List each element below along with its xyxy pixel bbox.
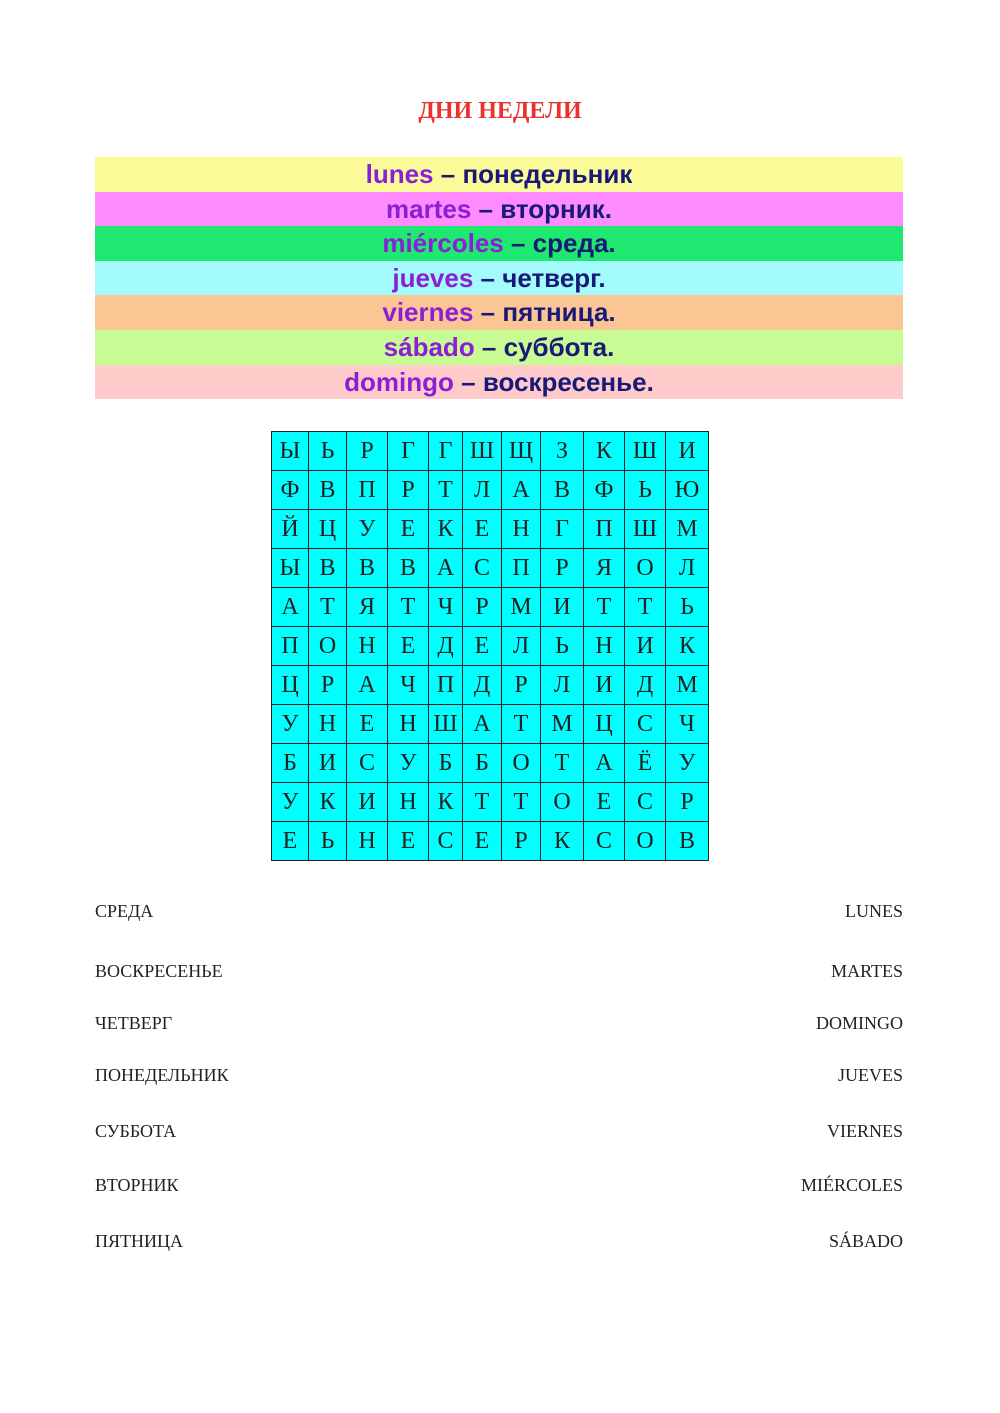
grid-cell[interactable]: Р bbox=[541, 549, 584, 588]
grid-cell[interactable]: Е bbox=[388, 822, 429, 861]
grid-cell[interactable]: У bbox=[347, 510, 388, 549]
grid-cell[interactable]: У bbox=[388, 744, 429, 783]
day-russian: воскресенье. bbox=[482, 366, 654, 397]
grid-cell[interactable]: Н bbox=[388, 783, 429, 822]
grid-cell[interactable]: Ь bbox=[666, 588, 709, 627]
grid-cell[interactable]: И bbox=[666, 432, 709, 471]
day-row bbox=[95, 295, 903, 330]
day-russian: четверг. bbox=[502, 262, 606, 293]
grid-cell[interactable]: П bbox=[502, 549, 541, 588]
grid-cell[interactable]: Я bbox=[347, 588, 388, 627]
grid-cell[interactable]: Т bbox=[502, 783, 541, 822]
grid-cell[interactable]: А bbox=[347, 666, 388, 705]
spanish-word: VIERNES bbox=[827, 1121, 903, 1141]
grid-cell[interactable]: Т bbox=[584, 588, 625, 627]
grid-cell[interactable]: Г bbox=[541, 510, 584, 549]
grid-cell[interactable]: Р bbox=[347, 432, 388, 471]
russian-word: ВТОРНИК bbox=[95, 1175, 179, 1195]
grid-cell[interactable]: Е bbox=[272, 822, 309, 861]
grid-row bbox=[272, 588, 709, 627]
russian-word: СУББОТА bbox=[95, 1121, 177, 1141]
grid-cell[interactable]: Ч bbox=[429, 588, 463, 627]
grid-cell[interactable]: А bbox=[272, 588, 309, 627]
grid-cell[interactable]: Ш bbox=[625, 510, 666, 549]
grid-cell[interactable]: В bbox=[309, 549, 347, 588]
russian-word: ВОСКРЕСЕНЬЕ bbox=[95, 961, 223, 981]
grid-cell[interactable]: Ё bbox=[625, 744, 666, 783]
day-russian: понедельник bbox=[462, 159, 633, 189]
grid-cell[interactable]: О bbox=[541, 783, 584, 822]
day-row bbox=[95, 192, 903, 227]
grid-cell[interactable]: Т bbox=[429, 471, 463, 510]
grid-cell[interactable]: Р bbox=[463, 588, 502, 627]
grid-row bbox=[272, 471, 709, 510]
day-translation-list bbox=[95, 157, 903, 399]
spanish-word: DOMINGO bbox=[816, 1013, 903, 1033]
grid-cell[interactable]: А bbox=[429, 549, 463, 588]
grid-cell[interactable]: С bbox=[584, 822, 625, 861]
grid-cell[interactable]: Р bbox=[388, 471, 429, 510]
grid-row bbox=[272, 666, 709, 705]
grid-cell[interactable]: М bbox=[541, 705, 584, 744]
grid-cell[interactable]: Р bbox=[309, 666, 347, 705]
grid-cell[interactable]: Н bbox=[347, 822, 388, 861]
grid-cell[interactable]: П bbox=[429, 666, 463, 705]
grid-cell[interactable]: К bbox=[429, 510, 463, 549]
grid-cell[interactable]: О bbox=[625, 549, 666, 588]
grid-cell[interactable]: Ю bbox=[666, 471, 709, 510]
grid-cell[interactable]: Л bbox=[541, 666, 584, 705]
grid-cell[interactable]: С bbox=[429, 822, 463, 861]
grid-cell[interactable]: У bbox=[272, 705, 309, 744]
grid-row bbox=[272, 627, 709, 666]
day-separator: – bbox=[474, 331, 504, 362]
grid-cell[interactable]: К bbox=[666, 627, 709, 666]
day-row bbox=[95, 261, 903, 296]
day-spanish: domingo bbox=[344, 366, 454, 397]
grid-cell[interactable]: М bbox=[502, 588, 541, 627]
russian-word: СРЕДА bbox=[95, 901, 154, 921]
day-row bbox=[95, 330, 903, 365]
grid-cell[interactable]: Ь bbox=[625, 471, 666, 510]
grid-cell[interactable]: Л bbox=[666, 549, 709, 588]
grid-cell[interactable]: Г bbox=[429, 432, 463, 471]
day-russian: суббота. bbox=[503, 331, 615, 362]
grid-cell[interactable]: Л bbox=[463, 471, 502, 510]
grid-cell[interactable]: Л bbox=[502, 627, 541, 666]
grid-cell[interactable]: Ч bbox=[666, 705, 709, 744]
grid-cell[interactable]: В bbox=[666, 822, 709, 861]
grid-cell[interactable]: Н bbox=[584, 627, 625, 666]
russian-word: ПОНЕДЕЛЬНИК bbox=[95, 1065, 229, 1085]
word-search-grid bbox=[271, 431, 709, 861]
day-spanish: martes bbox=[386, 193, 472, 224]
grid-cell[interactable]: И bbox=[347, 783, 388, 822]
day-spanish: jueves bbox=[392, 262, 474, 293]
grid-cell[interactable]: И bbox=[541, 588, 584, 627]
grid-cell[interactable]: О bbox=[502, 744, 541, 783]
grid-cell[interactable]: Ш bbox=[625, 432, 666, 471]
day-row bbox=[95, 365, 903, 400]
spanish-word: MIÉRCOLES bbox=[800, 1175, 903, 1195]
grid-cell[interactable]: С bbox=[463, 549, 502, 588]
grid-cell[interactable]: Е bbox=[388, 510, 429, 549]
grid-cell[interactable]: Т bbox=[309, 588, 347, 627]
grid-cell[interactable]: Ц bbox=[272, 666, 309, 705]
day-separator: – bbox=[433, 159, 463, 189]
grid-cell[interactable]: Д bbox=[625, 666, 666, 705]
grid-cell[interactable]: О bbox=[309, 627, 347, 666]
grid-row bbox=[272, 822, 709, 861]
grid-cell[interactable]: Р bbox=[502, 822, 541, 861]
grid-cell[interactable]: В bbox=[309, 471, 347, 510]
day-row bbox=[95, 226, 903, 261]
grid-cell[interactable]: З bbox=[541, 432, 584, 471]
grid-row bbox=[272, 744, 709, 783]
grid-row bbox=[272, 783, 709, 822]
page-title: ДНИ НЕДЕЛИ bbox=[418, 98, 582, 124]
grid-cell[interactable]: Е bbox=[388, 627, 429, 666]
grid-cell[interactable]: Ы bbox=[272, 549, 309, 588]
grid-cell[interactable]: М bbox=[666, 666, 709, 705]
grid-cell[interactable]: С bbox=[347, 744, 388, 783]
grid-cell[interactable]: С bbox=[625, 783, 666, 822]
grid-cell[interactable]: Т bbox=[388, 588, 429, 627]
grid-row bbox=[272, 549, 709, 588]
day-russian: среда. bbox=[532, 228, 616, 259]
russian-word: ЧЕТВЕРГ bbox=[95, 1013, 173, 1033]
grid-cell[interactable]: Е bbox=[463, 627, 502, 666]
grid-cell[interactable]: Н bbox=[309, 705, 347, 744]
grid-cell[interactable]: Б bbox=[429, 744, 463, 783]
grid-cell[interactable]: Т bbox=[625, 588, 666, 627]
grid-cell[interactable]: Б bbox=[272, 744, 309, 783]
grid-cell[interactable]: П bbox=[272, 627, 309, 666]
grid-cell[interactable]: Т bbox=[541, 744, 584, 783]
grid-cell[interactable]: Ь bbox=[309, 432, 347, 471]
grid-cell[interactable]: Е bbox=[584, 783, 625, 822]
grid-cell[interactable]: М bbox=[666, 510, 709, 549]
grid-cell[interactable]: И bbox=[625, 627, 666, 666]
day-spanish: miércoles bbox=[382, 228, 504, 259]
day-separator: – bbox=[473, 297, 503, 328]
grid-row bbox=[272, 432, 709, 471]
grid-cell[interactable]: Ф bbox=[272, 471, 309, 510]
grid-cell[interactable]: П bbox=[347, 471, 388, 510]
grid-cell[interactable]: С bbox=[625, 705, 666, 744]
grid-cell[interactable]: А bbox=[584, 744, 625, 783]
grid-cell[interactable]: Е bbox=[463, 510, 502, 549]
grid-cell[interactable]: Д bbox=[463, 666, 502, 705]
grid-cell[interactable]: Ч bbox=[388, 666, 429, 705]
grid-cell[interactable]: К bbox=[309, 783, 347, 822]
grid-cell[interactable]: Ь bbox=[309, 822, 347, 861]
grid-cell[interactable]: О bbox=[625, 822, 666, 861]
day-russian: пятница. bbox=[502, 297, 616, 328]
day-row bbox=[95, 157, 903, 192]
grid-cell[interactable]: Е bbox=[463, 822, 502, 861]
day-russian: вторник. bbox=[500, 193, 612, 224]
grid-cell[interactable]: Ц bbox=[309, 510, 347, 549]
grid-cell[interactable]: В bbox=[388, 549, 429, 588]
grid-row bbox=[272, 510, 709, 549]
grid-cell[interactable]: И bbox=[309, 744, 347, 783]
grid-cell[interactable]: Г bbox=[388, 432, 429, 471]
grid-cell[interactable]: Н bbox=[347, 627, 388, 666]
russian-word: ПЯТНИЦА bbox=[95, 1231, 183, 1251]
grid-cell[interactable]: Я bbox=[584, 549, 625, 588]
grid-cell[interactable]: Ф bbox=[584, 471, 625, 510]
grid-cell[interactable]: А bbox=[463, 705, 502, 744]
grid-cell[interactable]: Ь bbox=[541, 627, 584, 666]
day-separator: – bbox=[453, 366, 483, 397]
grid-cell[interactable]: В bbox=[541, 471, 584, 510]
grid-cell[interactable]: И bbox=[584, 666, 625, 705]
grid-cell[interactable]: Е bbox=[347, 705, 388, 744]
grid-cell[interactable]: Т bbox=[502, 705, 541, 744]
grid-cell[interactable]: Ы bbox=[272, 432, 309, 471]
grid-cell[interactable]: Р bbox=[502, 666, 541, 705]
grid-cell[interactable]: Щ bbox=[502, 432, 541, 471]
grid-cell[interactable]: Й bbox=[272, 510, 309, 549]
grid-cell[interactable]: Р bbox=[666, 783, 709, 822]
spanish-word: LUNES bbox=[845, 901, 903, 921]
day-separator: – bbox=[471, 193, 501, 224]
day-spanish: lunes bbox=[365, 159, 434, 189]
grid-cell[interactable]: Ц bbox=[584, 705, 625, 744]
grid-cell[interactable]: Ш bbox=[463, 432, 502, 471]
grid-cell[interactable]: А bbox=[502, 471, 541, 510]
grid-cell[interactable]: Б bbox=[463, 744, 502, 783]
grid-cell[interactable]: Д bbox=[429, 627, 463, 666]
spanish-word: JUEVES bbox=[837, 1065, 903, 1085]
grid-cell[interactable]: Н bbox=[502, 510, 541, 549]
grid-cell[interactable]: К bbox=[429, 783, 463, 822]
grid-cell[interactable]: У bbox=[272, 783, 309, 822]
grid-row bbox=[272, 705, 709, 744]
day-spanish: viernes bbox=[382, 297, 474, 328]
grid-cell[interactable]: Т bbox=[463, 783, 502, 822]
grid-cell[interactable]: Н bbox=[388, 705, 429, 744]
grid-cell[interactable]: К bbox=[541, 822, 584, 861]
grid-cell[interactable]: П bbox=[584, 510, 625, 549]
grid-cell[interactable]: В bbox=[347, 549, 388, 588]
day-separator: – bbox=[473, 262, 503, 293]
spanish-word: SÁBADO bbox=[828, 1231, 903, 1251]
grid-cell[interactable]: Ш bbox=[429, 705, 463, 744]
spanish-word: MARTES bbox=[831, 961, 903, 981]
grid-cell[interactable]: К bbox=[584, 432, 625, 471]
grid-cell[interactable]: У bbox=[666, 744, 709, 783]
day-separator: – bbox=[503, 228, 533, 259]
day-spanish: sábado bbox=[383, 331, 475, 362]
